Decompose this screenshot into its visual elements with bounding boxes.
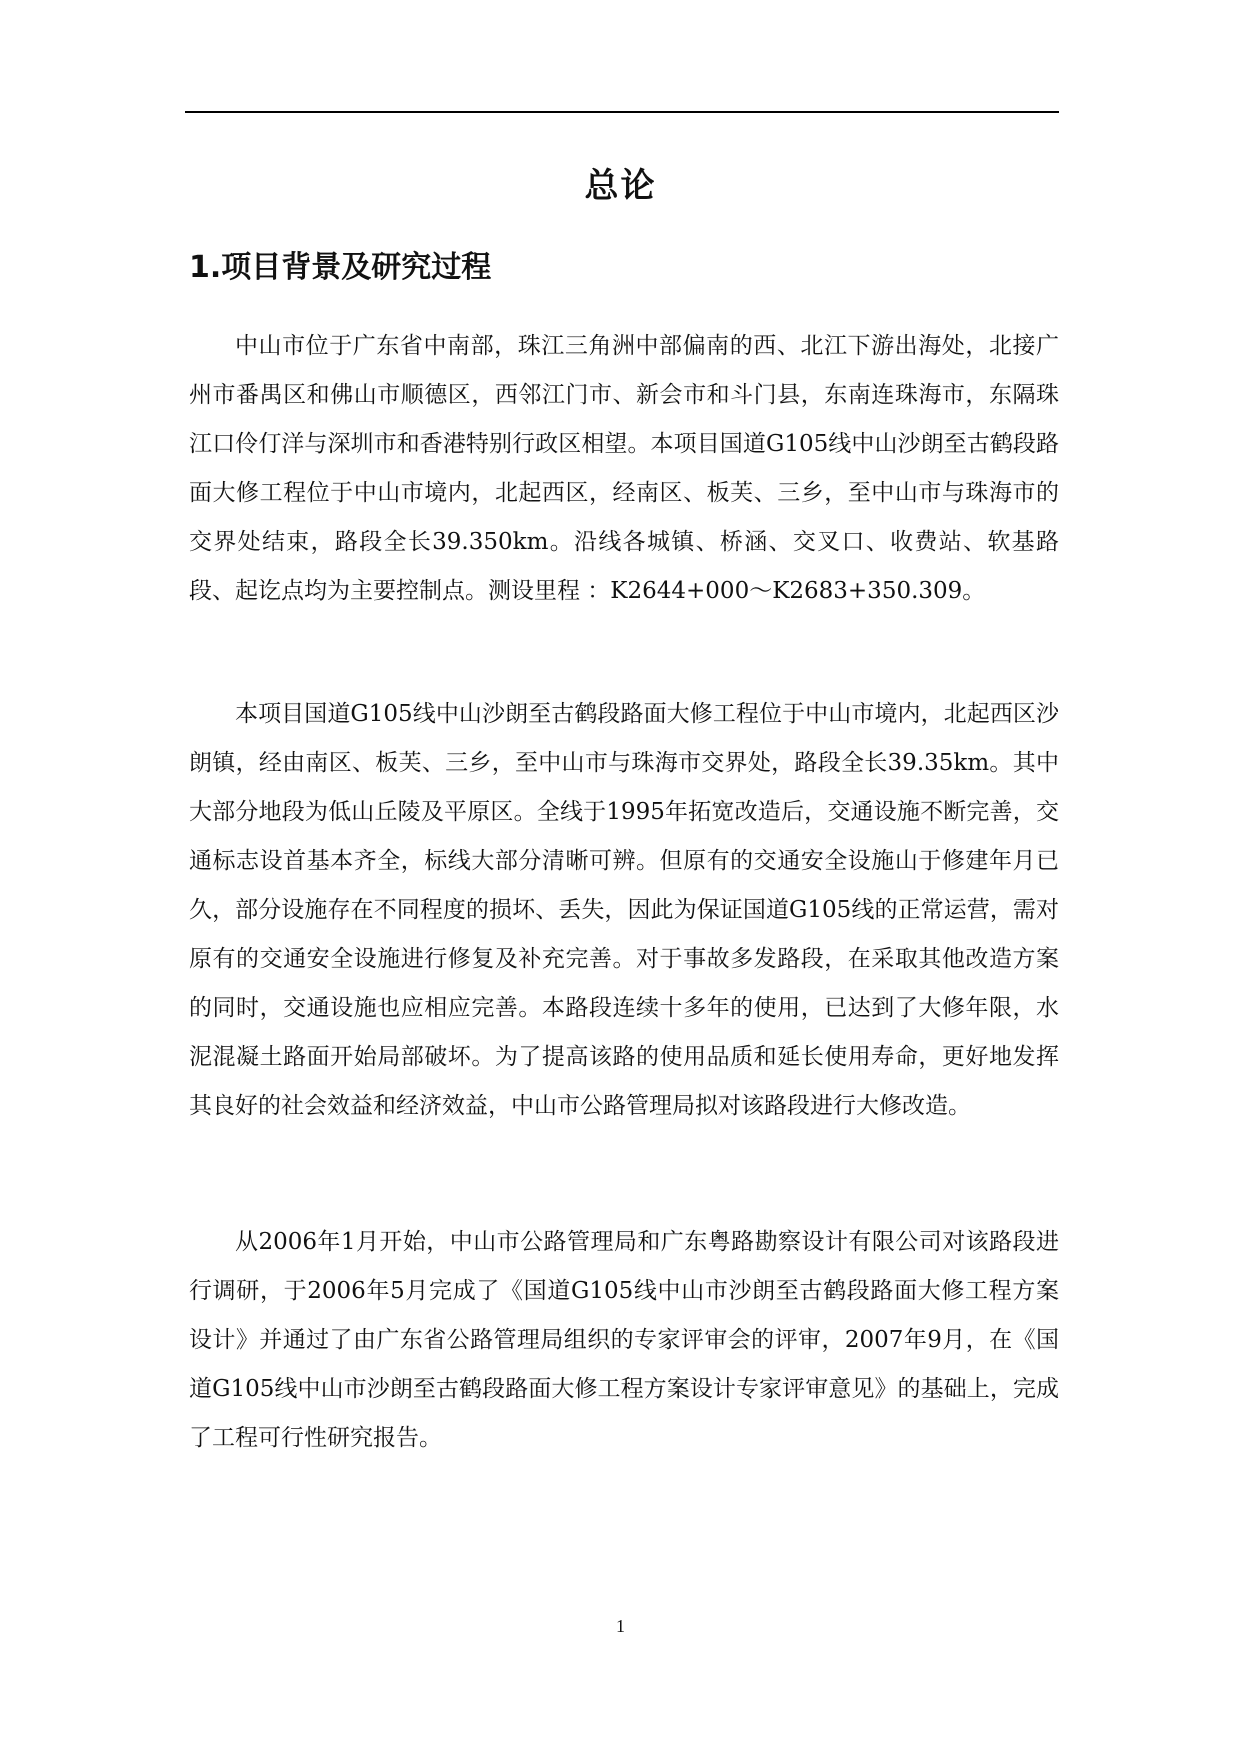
page-number: 1 [616, 1616, 625, 1636]
paragraph-road-condition: 本项目国道G105线中山沙朗至古鹤段路面大修工程位于中山市境内，北起西区沙朗镇，经由南区、板芙、三乡，至中山市与珠海市交界处，路段全长39.35km。其中大部分地段为低山丘陵及平原区。全线于1995年拓宽改造后，交通设施不断完善，交通标志设首基本齐全，标线大部分清晰可辨。但原有的交通安全设施山于修建年月已久，部分设施存在不同程度的损坏、丢失，因此为保证国道G105线的正常运营，需对原有的交通安全设施进行修复及补充完善。对于事故多发路段，在采取其他改造方案的同时，交通设施也应相应完善。本路段连续十多年的使用，已达到了大修年限，水泥混凝土路面开始局部破坏。为了提高该路的使用品质和延长使用寿命，更好地发挥其良好的社会效益和经济效益，中山市公路管理局拟对该路段进行大修改造。 [189, 701, 1059, 1119]
document-title: 总论 [584, 166, 657, 206]
header-rule [185, 111, 1059, 113]
section-heading: 1.项目背景及研究过程 [189, 250, 492, 285]
paragraph-research-process: 从2006年1月开始，中山市公路管理局和广东粤路勘察设计有限公司对该路段进行调研，于2006年5月完成了《国道G105线中山市沙朗至古鹤段路面大修工程方案设计》并通过了由广东省公路管理局组织的专家评审会的评审，2007年9月，在《国道G105线中山市沙朗至古鹤段路面大修工程方案设计专家评审意见》的基础上，完成了工程可行性研究报告。 [189, 1229, 1059, 1451]
paragraph-project-location: 中山市位于广东省中南部，珠江三角洲中部偏南的西、北江下游出海处，北接广州市番禺区和佛山市顺德区，西邻江门市、新会市和斗门县，东南连珠海市，东隔珠江口伶仃洋与深圳市和香港特别行政区相望。本项目国道G105线中山沙朗至古鹤段路面大修工程位于中山市境内，北起西区，经南区、板芙、三乡，至中山市与珠海市的交界处结束，路段全长39.350km。沿线各城镇、桥涵、交叉口、收费站、软基路段、起讫点均为主要控制点。测设里程 ：K2644+000～K2683+350.309。 [189, 333, 1059, 604]
